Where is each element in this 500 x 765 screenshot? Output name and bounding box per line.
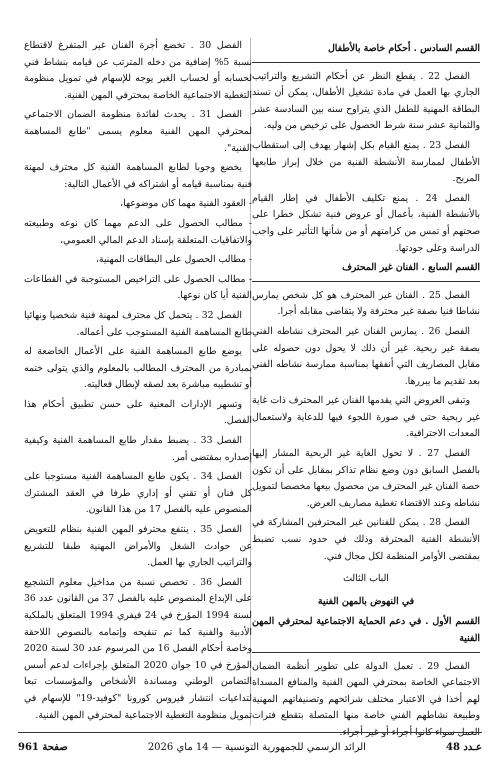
article-31-paragraph-2: يخضع وجوبا لطابع المساهمة الفنية كل محترف لمهنة فنية بمناسبة قيامه أو اشتراكه في الأعمال التالية: (24, 162, 252, 190)
article-26-paragraph-2: وتبقى العروض التي يقدمها الفنان غير المحترف ذات غاية غير ربحية حتى في صورة اللجوء فيها للدعاية ولاستعمال المعدات الاحترافية. (252, 395, 480, 440)
left-column (24, 38, 252, 727)
article-32-paragraph-3: وتسهر الإدارات المعنية على حسن تطبيق أحكام هذا الفصل. (24, 398, 252, 427)
article-26: الفصل 26 . يمارس الفنان غير المحترف نشاطه الفني بصفة غير ربحية. غير أن ذلك لا يحول دون حصوله على مقابل المصاريف التي أنفقها بمناسبة ممارسة نشاطه الفني بعد تقديم ما يبررها. (252, 325, 480, 387)
divider (252, 652, 480, 653)
article-36: الفصل 36 . تخصص نسبة من مداخيل معلوم التشجيع على الإبداع المنصوص عليه بالفصل 37 من القانون عدد 36 لسنة 1994 المؤرخ في 24 فيفري 1994 المتعلق بالملكية الأدبية والفنية كما تم تنقيحه وإتمامه بالنصوص اللاحقة وخاصة أحكام الفصل 16 من المرسوم عدد 30 لسنة 2020 المؤرخ في 10 جوان 2020 المتعلق بإجراءات لدعم أسس التضامن الوطني ومساندة الأشخاص والمؤسسات تبعا لتداعيات انتشار فيروس كورونا "كوفيد-19" للإسهام في تمويل منظومة التغطية الاجتماعية لمحترفي المهن الفنية. (24, 576, 253, 721)
article-27: الفصل 27 . لا تحول الغاية غير الربحية المشار إليها بالفصل السابق دون وضع نظام تذاكر بمقابل على أن تكون حصة الفنان غير المحترف من محصول بيعها مخصصا لتمويل نشاطه وعند الاقتضاء تغطية مصاريف العرض. (252, 448, 480, 509)
chapter-label: الباب الثالث (343, 573, 389, 585)
article-28: الفصل 28 . يمكن للفنانين غير المحترفين المشاركة في الأنشطة الفنية المحترفة وذلك في حدود نسب تضبط بمقتضى الأوامر المنظمة لكل مجال فني. (252, 517, 480, 562)
section-6-title: القسم السادس . أحكام خاصة بالأطفال (328, 43, 480, 54)
article-25: الفصل 25 . الفنان غير المحترف هو كل شخص يمارس نشاطا فنيا بصفة غير محترفة ولا يتقاضى مقابله أجرا. (252, 289, 480, 318)
footer-divider (18, 732, 482, 733)
right-column (252, 38, 480, 745)
list-item: - مطالب الحصول على الدعم مهما كان نوعه وطبيعته والاتفاقيات المتعلقة بإسناد الدعم المالي العمومي، (24, 217, 252, 246)
divider (252, 62, 480, 63)
article-34: الفصل 34 . يكون طابع المساهمة الفنية مستوجبا على كل فنان أو تقني أو إداري طرفا في العقد المشترك المنصوص عليه بالفصل 17 من هذا القانون. (24, 471, 252, 516)
article-31: الفصل 31 . يحدث لفائدة منظومة الضمان الاجتماعي لمحترفي المهن الفنية معلوم يسمى "طابع المساهمة الفنية". (24, 109, 252, 154)
list-item: - مطالب الحصول على التراخيص المستوجبة في القطاعات الفنية أيا كان نوعها. (24, 273, 252, 302)
chapter-title: في النهوض بالمهن الفنية (317, 595, 415, 607)
article-32: الفصل 32 . يتحمل كل محترف لمهنة فنية شخصيا ونهائيا طابع المساهمة الفنية المستوجب على أعماله. (24, 309, 252, 338)
article-22: الفصل 22 . يقطع النظر عن أحكام التشريع والتراتيب الجاري بها العمل في مادة تشغيل الأطفال، يمكن أن تسند البطاقة المهنية للطفل الذي يتراوح سنه بين السادسة عشر والثمانية عشر سنة شرط الحصول على ترخيص من وليه. (252, 70, 480, 132)
divider (252, 281, 480, 282)
article-32-paragraph-2: يوضع طابع المساهمة الفنية على الأعمال الخاضعة له بمبادرة من المحترف المطالب بالمعلوم والذي يتولى ختمه أو تشطيبه مباشرة بعد لصقه لإبطال فعاليته. (24, 346, 252, 391)
article-33: الفصل 33 . يضبط مقدار طابع المساهمة الفنية وكيفية إصداره بمقتضى أمر. (24, 435, 252, 463)
list-item: - العقود الفنية مهما كان موضوعها، (120, 198, 252, 210)
section-1-title: القسم الأول . في دعم الحماية الاجتماعية لمحترفي المهن الفنية (252, 616, 480, 644)
article-35: الفصل 35 . ينتفع محترفو المهن الفنية بنظام للتعويض عن حوادث الشغل والأمراض المهنية طبقا للتشريع والتراتيب الجاري بها العمل. (24, 524, 252, 569)
list-item: - مطالب الحصول على البطاقات المهنية، (95, 254, 252, 266)
article-24: الفصل 24 . يمنع تكليف الأطفال في إطار القيام بالأنشطة الفنية، بأعمال أو عروض فنية تشكل خطرا على صحتهم أو تمس من كرامتهم أو من شأنها التأثير على واجب الدراسة وعلى جودتها. (252, 192, 480, 254)
article-29: الفصل 29 . تعمل الدولة على تطوير أنظمة الضمان الاجتماعي الخاصة بمحترفي المهن الفنية والمنافع المسداة لهم أخذا في الاعتبار مختلف شرائحهم وتصنيفاتهم المهنية وطبيعة نشاطهم الفني خاصة منها المتصلة بتقطع فترات (252, 660, 480, 722)
article-23: الفصل 23 . يمنع القيام بكل إشهار يهدف إلى استقطاب الأطفال لممارسة الأنشطة الفنية من خلال إبراز طابعها المربح. (252, 139, 480, 185)
section-7-title: القسم السابع . الفنان غير المحترف (342, 262, 480, 274)
article-30: الفصل 30 . تخضع أجرة الفنان غير المتفرغ لاقتطاع نسبة 5% إضافية من دخله المترتب عن قيامه بنشاط فني لحسابه أو لحساب الغير يوجه للإسهام في تمويل منظومة التغطية الاجتماعية الخاصة بمحترفي المهن الفنية. (24, 40, 252, 101)
issue-number: عـدد 48 (445, 741, 482, 753)
page-footer (18, 738, 482, 756)
journal-title: الرائد الرسمي للجمهورية التونسية — 14 ماي 2026 (147, 741, 366, 753)
page-number: صفحة 961 (18, 741, 68, 753)
